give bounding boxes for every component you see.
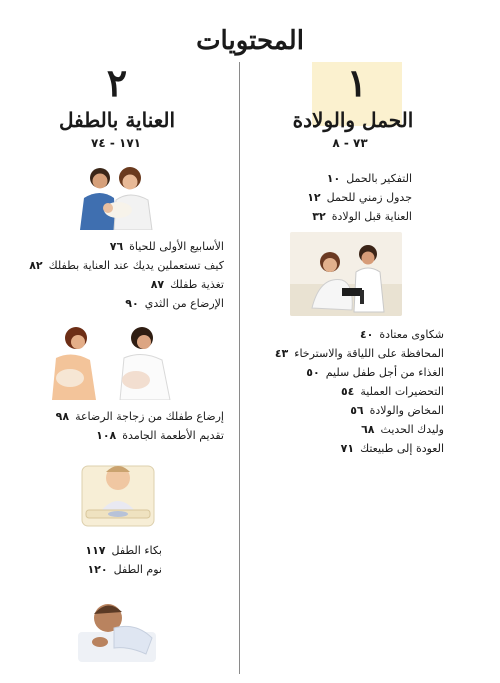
section-2-number: ٢ <box>106 60 128 105</box>
toc-entry[interactable] <box>29 297 224 310</box>
photo-breastfeeding <box>40 322 190 400</box>
toc-entry-page: ١١٧ <box>85 544 106 557</box>
toc-entry[interactable] <box>307 191 412 204</box>
photo-parents-with-newborn <box>66 158 166 230</box>
photo-baby-high-chair <box>76 456 160 532</box>
toc-entry[interactable] <box>275 328 444 341</box>
toc-entry-page: ٥٤ <box>340 385 355 398</box>
toc-entry-page: ٥٦ <box>350 404 364 417</box>
toc-entry-label: تقديم الأطعمة الجامدة <box>122 429 224 442</box>
section-1-title: الحمل والولادة <box>292 108 414 132</box>
column-divider <box>239 62 240 674</box>
toc-entry[interactable] <box>275 366 444 379</box>
toc-entry-label: شكاوى معتادة <box>379 328 444 341</box>
toc-entry-page: ٤٣ <box>274 347 289 360</box>
toc-entry-label: التفكير بالحمل <box>346 172 412 185</box>
toc-entry-label: الغذاء من أجل طفل سليم <box>325 366 444 379</box>
toc-entry-label: الإرضاع من الثدي <box>144 297 224 310</box>
toc-entry[interactable] <box>275 347 444 360</box>
toc-entry[interactable] <box>275 385 444 398</box>
toc-entry-page: ١٢٠ <box>87 563 108 576</box>
toc-entry-label: المخاض والولادة <box>369 404 444 417</box>
toc-entry[interactable] <box>307 172 412 185</box>
toc-entry-label: بكاء الطفل <box>111 544 162 557</box>
toc-entry-page: ١٢ <box>307 191 321 204</box>
photo-prenatal-checkup <box>290 232 402 316</box>
toc-entry-label: جدول زمني للحمل <box>326 191 412 204</box>
toc-entry-page: ٩٨ <box>55 410 70 423</box>
section-2-range: ١٧١ - ٧٤ <box>91 136 141 150</box>
toc-entry[interactable] <box>29 278 224 291</box>
toc-entry-page: ٨٧ <box>150 278 165 291</box>
toc-entry-page: ٤٠ <box>359 328 374 341</box>
toc-entry-page: ٨٢ <box>29 259 43 272</box>
toc-entry-label: إرضاع طفلك من زجاجة الرضاعة <box>75 410 224 423</box>
photo-sleeping-baby <box>74 588 160 666</box>
toc-entry-page: ٦٨ <box>361 423 375 436</box>
toc-entry-label: التحضيرات العملية <box>360 385 444 398</box>
toc-entry[interactable] <box>275 404 444 417</box>
section-2-list-b <box>56 410 224 448</box>
section-1-list-a <box>307 172 412 229</box>
toc-entry[interactable] <box>85 544 162 557</box>
toc-entry[interactable] <box>307 210 412 223</box>
section-1-range: ٧٣ - ٨ <box>332 136 368 150</box>
toc-entry-page: ١٠ <box>326 172 341 185</box>
toc-entry-label: العناية قبل الولادة <box>331 210 412 223</box>
toc-entry[interactable] <box>56 410 224 423</box>
toc-entry[interactable] <box>29 240 224 253</box>
toc-entry[interactable] <box>56 429 224 442</box>
toc-entry-page: ٧١ <box>340 442 355 455</box>
toc-entry[interactable] <box>275 442 444 455</box>
page-title: المحتويات <box>196 26 304 56</box>
toc-entry-page: ١٠٨ <box>96 429 117 442</box>
toc-entry-page: ٥٠ <box>306 366 320 379</box>
section-2-list-c <box>85 544 162 582</box>
toc-entry-page: ٩٠ <box>125 297 139 310</box>
toc-entry[interactable] <box>85 563 162 576</box>
section-1-number: ١ <box>346 60 368 105</box>
section-2-title: العناية بالطفل <box>58 108 176 132</box>
section-1-list-b <box>275 328 444 461</box>
section-2-list-a <box>29 240 224 316</box>
toc-entry-label: وليدك الحديث <box>380 423 444 436</box>
toc-entry-label: تغذية طفلك <box>170 278 224 291</box>
toc-entry[interactable] <box>275 423 444 436</box>
toc-entry-label: الأسابيع الأولى للحياة <box>129 240 224 253</box>
toc-entry-label: كيف تستعملين يديك عند العناية بطفلك <box>48 259 224 272</box>
toc-entry-page: ٣٢ <box>312 210 326 223</box>
toc-entry-label: نوم الطفل <box>113 563 162 576</box>
toc-entry-label: المحافظة على اللياقة والاسترخاء <box>294 347 444 360</box>
toc-entry-label: العودة إلى طبيعتك <box>360 442 444 455</box>
toc-entry[interactable] <box>29 259 224 272</box>
toc-entry-page: ٧٦ <box>109 240 124 253</box>
